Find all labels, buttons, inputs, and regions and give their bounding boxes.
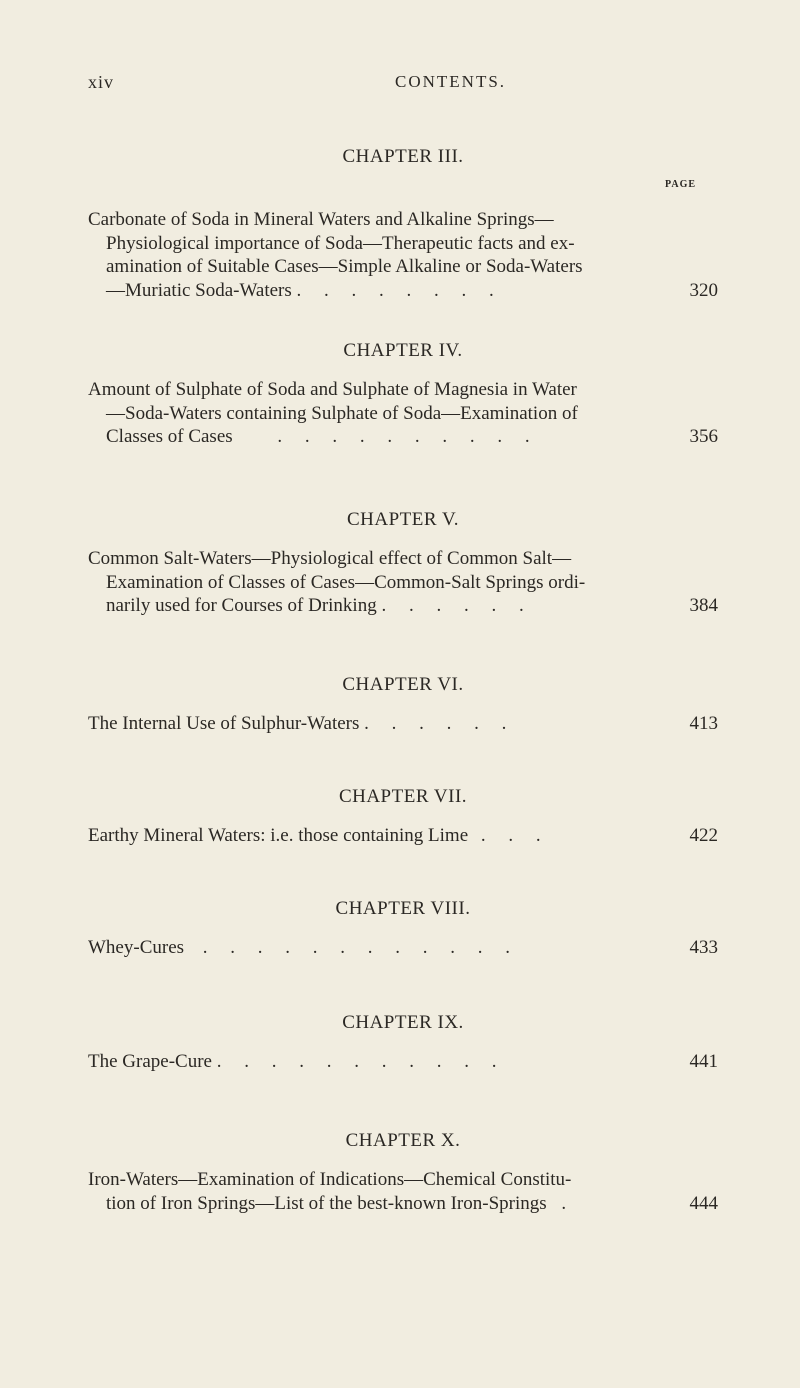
dot-leader: . . . . . . . . — [296, 279, 503, 301]
chapter-vii — [88, 786, 718, 848]
entry-line: Iron-Waters—Examination of Indications—Chemical Constitu- — [88, 1169, 572, 1190]
entry-line: Common Salt-Waters—Physiological effect of Common Salt— — [88, 548, 572, 569]
toc-entry — [88, 1168, 718, 1215]
dot-leader: . . . . . . — [381, 595, 533, 616]
entry-line: The Grape-Cure — [88, 1051, 212, 1072]
entry-line-last — [88, 279, 718, 303]
page-number: 433 — [689, 937, 718, 958]
dot-leader: . — [561, 1192, 576, 1214]
chapter-viii — [88, 898, 718, 960]
toc-entry — [88, 1050, 718, 1074]
entry-line-last — [88, 594, 718, 618]
toc-entry — [88, 378, 718, 449]
chapter-title: CHAPTER VIII. — [335, 898, 471, 919]
toc-entry — [88, 547, 718, 618]
running-head — [0, 72, 800, 102]
toc-entry — [88, 712, 718, 736]
dot-leader: . . . . . . . . . . — [277, 426, 539, 447]
entry-line: Physiological importance of Soda—Therapeutic facts and ex- — [106, 232, 575, 254]
chapter-title: CHAPTER X. — [345, 1130, 461, 1151]
entry-line: Amount of Sulphate of Soda and Sulphate of Magnesia in Water — [88, 379, 577, 400]
chapter-v — [88, 509, 718, 618]
chapter-title: CHAPTER III. — [342, 146, 464, 167]
page-number: 384 — [689, 595, 718, 616]
dot-leader: . . . . . . . . . . . . — [202, 937, 520, 958]
chapter-title: CHAPTER VI. — [342, 674, 464, 695]
chapter-title: CHAPTER VII. — [338, 786, 468, 807]
entry-line-last — [88, 936, 718, 960]
page-number: 413 — [689, 713, 718, 734]
dot-leader: . . . . . . . . . . . — [216, 1051, 506, 1072]
page-folio: xiv — [88, 72, 115, 92]
entry-line: tion of Iron Springs—List of the best-known Iron-Springs — [106, 1192, 547, 1214]
toc-entry — [88, 936, 718, 960]
chapter-vi — [88, 674, 718, 736]
chapter-iv — [88, 340, 718, 449]
toc-entry — [88, 824, 718, 848]
dot-leader: . . . . . . — [364, 713, 516, 734]
chapter-title: CHAPTER IX. — [342, 1012, 464, 1033]
page-number: 441 — [689, 1051, 718, 1072]
chapter-title: CHAPTER IV. — [343, 340, 463, 361]
entry-line: Whey-Cures — [88, 937, 185, 958]
entry-line-last — [88, 712, 718, 736]
entry-line-last — [88, 824, 718, 848]
page-number: 320 — [689, 279, 718, 301]
entry-line-last — [88, 1050, 718, 1074]
page-column-label: PAGE — [665, 179, 697, 190]
page-number: 444 — [689, 1192, 718, 1214]
entry-line-last — [88, 425, 718, 449]
entry-line: The Internal Use of Sulphur-Waters — [88, 713, 360, 734]
chapter-ix — [88, 1012, 718, 1074]
chapter-title: CHAPTER V. — [347, 509, 459, 530]
entry-line: amination of Suitable Cases—Simple Alkaline or Soda-Waters — [106, 256, 583, 277]
entry-line: Carbonate of Soda in Mineral Waters and Alkaline Springs— — [88, 209, 554, 230]
entry-line-last — [88, 1192, 718, 1216]
running-title: CONTENTS. — [395, 72, 507, 91]
toc-entry — [88, 208, 718, 302]
entry-line: Classes of Cases — [106, 426, 233, 447]
entry-line: Examination of Classes of Cases—Common-Salt Springs ordi- — [106, 571, 586, 593]
entry-line: —Muriatic Soda-Waters — [106, 279, 292, 301]
chapter-iii — [88, 146, 718, 302]
page-number: 356 — [689, 426, 718, 447]
dot-leader: . . . — [480, 825, 550, 846]
entry-line: —Soda-Waters containing Sulphate of Soda—Examination of — [106, 402, 578, 424]
entry-line: Earthy Mineral Waters: i.e. those containing Lime — [88, 825, 469, 846]
entry-line: narily used for Courses of Drinking — [106, 595, 377, 616]
page-number: 422 — [689, 825, 718, 846]
chapter-x — [88, 1130, 718, 1215]
